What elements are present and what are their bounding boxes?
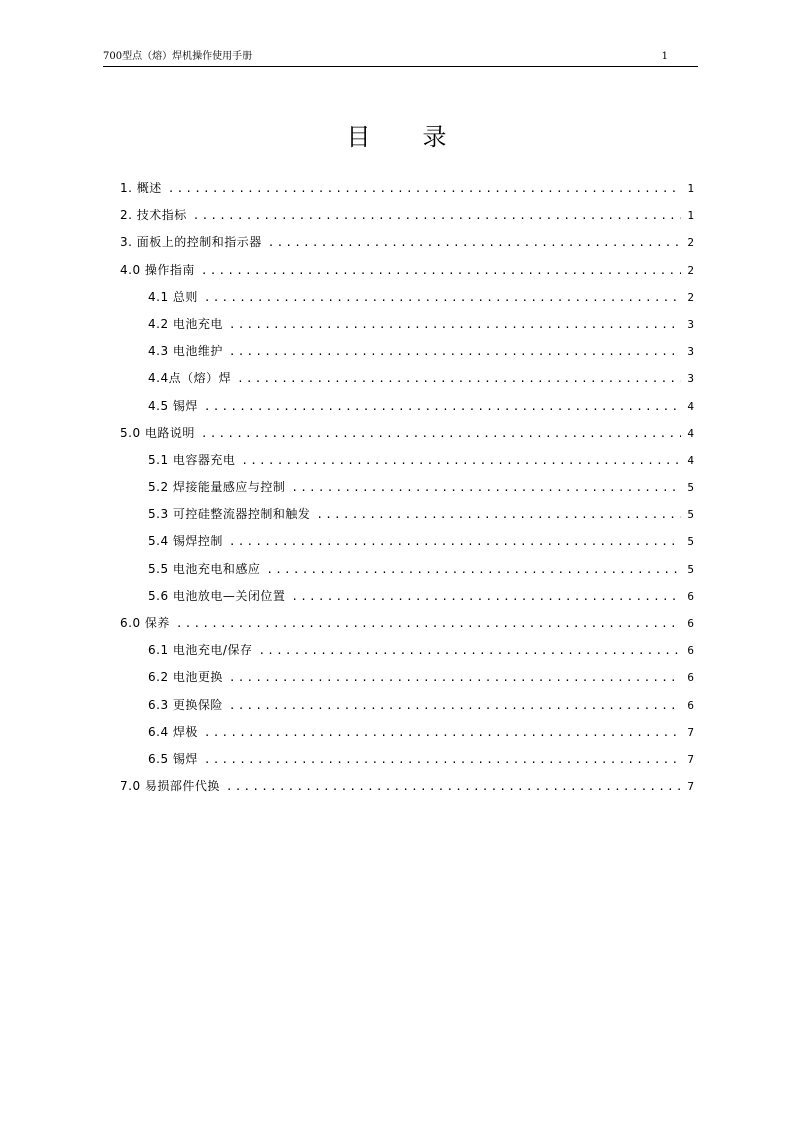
toc-entry[interactable] [120,338,694,365]
toc-entry-label: 6.4 焊极 [148,724,198,739]
toc-entry[interactable] [120,664,694,691]
toc-entry[interactable] [120,474,694,501]
toc-entry-page: 6 [687,671,694,685]
toc-dot-leader [229,311,681,338]
toc-dot-leader [204,284,681,311]
toc-entry-label: 5.4 锡焊控制 [148,534,223,549]
toc-entry-page: 6 [687,617,694,630]
toc-entry-label: 4.3 电池维护 [148,344,223,359]
toc-entry[interactable] [120,447,694,474]
toc-entry-label: 6.3 更换保险 [148,697,223,712]
toc-dot-leader [201,257,681,284]
toc-entry-page: 3 [687,317,694,331]
toc-dot-leader [226,773,681,800]
toc-entry-page: 2 [687,236,694,250]
toc-entry-label: 6.0 保养 [120,616,170,630]
toc-dot-leader [229,664,681,691]
toc-entry-label: 4.5 锡焊 [148,398,198,413]
toc-entry[interactable] [120,610,694,637]
toc-entry-page: 5 [687,562,694,576]
toc-entry[interactable] [120,637,694,664]
toc-dot-leader [229,338,681,365]
toc-entry-label: 3. 面板上的控制和指示器 [120,235,262,250]
toc-entry-label: 5.3 可控硅整流器控制和触发 [148,507,311,522]
toc-entry[interactable] [120,583,694,610]
header-title: 700型点（熔）焊机操作使用手册 [103,51,253,62]
toc-entry[interactable] [120,311,694,338]
toc-entry-label: 6.1 电池充电/保存 [148,643,253,658]
toc-entry-page: 4 [687,399,694,413]
toc-entry-label: 6.2 电池更换 [148,670,223,685]
toc-entry-page: 7 [687,725,694,739]
toc-entry-label: 4.2 电池充电 [148,316,223,331]
toc-dot-leader [193,202,682,229]
toc-heading [0,122,793,152]
toc-entry-page: 1 [687,209,694,223]
toc-dot-leader [168,175,682,202]
toc-entry-page: 2 [687,263,694,277]
toc-heading-char-2: 录 [422,123,447,151]
toc-entry-page: 4 [687,453,694,467]
toc-entry-label: 4.1 总则 [148,289,198,304]
toc-dot-leader [176,610,681,637]
toc-entry[interactable] [120,692,694,719]
toc-entry[interactable] [120,393,694,420]
toc-entry[interactable] [120,746,694,773]
toc-entry[interactable] [120,365,694,392]
toc-dot-leader [241,447,681,474]
toc-entry-page: 5 [687,508,694,522]
toc-dot-leader [229,692,681,719]
toc-dot-leader [229,528,681,555]
toc-entry-page: 4 [687,426,694,440]
toc-entry-page: 7 [687,752,694,766]
toc-entry-label: 4.0 操作指南 [120,262,195,277]
toc-heading-char-1: 目 [346,123,371,151]
toc-entry[interactable] [120,420,694,447]
toc-entry[interactable] [120,229,694,256]
toc-entry[interactable] [120,719,694,746]
toc-entry-label: 1. 概述 [120,181,162,195]
page-header [103,50,698,67]
toc-entry[interactable] [120,773,694,800]
toc-dot-leader [291,474,681,501]
toc-entry-page: 7 [687,780,694,794]
toc-dot-leader [201,420,681,447]
toc-entry[interactable] [120,175,694,202]
toc-dot-leader [291,583,681,610]
toc-entry-label: 2. 技术指标 [120,208,187,223]
toc-entry-page: 3 [687,345,694,359]
toc-entry-page: 1 [687,182,694,195]
toc-entry-page: 5 [687,535,694,549]
toc-entry-label: 5.2 焊接能量感应与控制 [148,480,286,495]
toc-entry-page: 5 [687,481,694,495]
toc-dot-leader [316,501,681,528]
toc-entry-label: 5.6 电池放电—关闭位置 [148,588,286,603]
toc-entry-label: 5.0 电路说明 [120,425,195,440]
toc-dot-leader [268,229,682,256]
toc-entry-page: 3 [687,372,694,386]
header-page-number: 1 [661,51,668,62]
toc-dot-leader [204,746,681,773]
toc-entry[interactable] [120,257,694,284]
toc-entry-page: 6 [687,589,694,603]
toc-entry-label: 5.5 电池充电和感应 [148,561,261,576]
toc-entry[interactable] [120,528,694,555]
toc-dot-leader [266,556,681,583]
toc-entry[interactable] [120,556,694,583]
toc-dot-leader [237,365,681,392]
toc-dot-leader [258,637,681,664]
toc-entry-label: 4.4点（熔）焊 [148,371,232,386]
table-of-contents [120,175,694,800]
toc-entry-label: 7.0 易损部件代换 [120,779,220,794]
toc-entry-page: 6 [687,698,694,712]
toc-entry-label: 5.1 电容器充电 [148,452,236,467]
toc-entry[interactable] [120,284,694,311]
toc-entry-page: 6 [687,644,694,658]
toc-dot-leader [204,719,681,746]
toc-entry-page: 2 [687,290,694,304]
toc-dot-leader [204,393,681,420]
toc-entry[interactable] [120,202,694,229]
toc-entry[interactable] [120,501,694,528]
toc-entry-label: 6.5 锡焊 [148,751,198,766]
